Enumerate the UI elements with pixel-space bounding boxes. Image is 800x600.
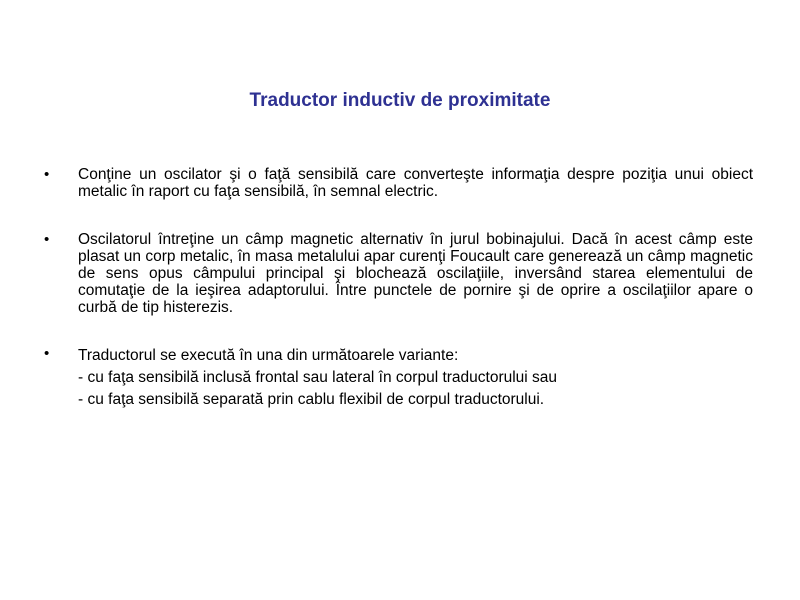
bullet-marker: • [44, 231, 50, 248]
bullet-marker: • [44, 345, 50, 362]
bullet-text: Conţine un oscilator şi o faţă sensibilă care converteşte informaţia despre poziţia unui obiect metalic în raport cu faţa sensibilă, în semnal electric. [78, 166, 753, 200]
slide-title: Traductor inductiv de proximitate [249, 90, 551, 111]
bullet-item [44, 345, 753, 411]
bullet-item [44, 231, 753, 316]
sub-item: - cu faţa sensibilă inclusă frontal sau lateral în corpul traductorului sau [78, 369, 558, 386]
bullet-item [44, 166, 753, 200]
bullet-list [44, 166, 753, 411]
bullet-marker: • [44, 166, 50, 183]
sub-item: - cu faţa sensibilă separată prin cablu flexibil de corpul traductorului. [78, 391, 545, 408]
bullet-text: Oscilatorul întreţine un câmp magnetic alternativ în jurul bobinajului. Dacă în acest câmp este plasat un corp metalic, în masa metalului apar curenţi Foucault care generează un câmp magnetic de sens opus câmpului principal şi blochează oscilaţiile, inversând starea elementului de comutaţie de la ieşirea adaptorului. Între punctele de pornire şi de oprire a oscilaţiilor apare o curbă de tip histerezis. [78, 231, 753, 316]
bullet-text: Traductorul se execută în una din următoarele variante: [78, 347, 459, 364]
